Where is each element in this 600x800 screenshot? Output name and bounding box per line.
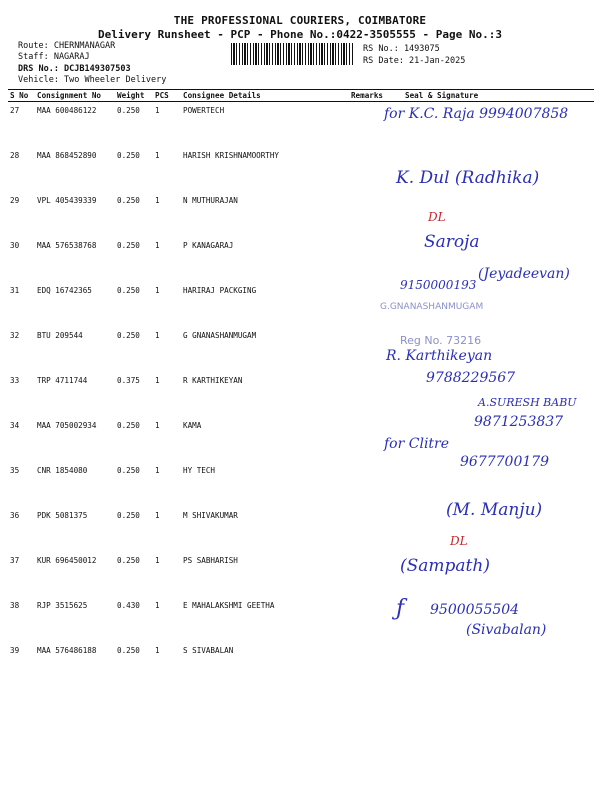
- cell-remarks: [335, 327, 385, 372]
- cell-sno: 33: [10, 376, 20, 385]
- cell-consignment: MAA 705002934: [37, 421, 97, 430]
- cell-sno: 39: [10, 646, 20, 655]
- signature-row-35-phone: 9677700179: [460, 454, 550, 470]
- drs-number: DRS No.: DCJB149307503: [18, 64, 131, 74]
- table-row: [8, 552, 594, 597]
- table-row: [8, 282, 594, 327]
- cell-signature: [385, 642, 594, 687]
- cell-signature: [385, 192, 594, 237]
- cell-weight: 0.250: [117, 241, 140, 250]
- cell-sno: 34: [10, 421, 20, 430]
- signature-row-33-phone: 9788229567: [426, 370, 516, 386]
- cell-sno: 29: [10, 196, 20, 205]
- cell-remarks: [335, 507, 385, 552]
- cell-remarks: [335, 237, 385, 282]
- cell-remarks: [335, 282, 385, 327]
- col-header-consignee: Consignee Details: [181, 90, 335, 102]
- cell-consignment: MAA 576486188: [37, 646, 97, 655]
- company-stamp-line2: Reg No. 73216: [400, 334, 482, 347]
- cell-consignee: HARISH KRISHNAMOORTHY: [183, 151, 280, 160]
- rs-number: RS No.: 1493075: [363, 44, 440, 54]
- cell-weight: 0.430: [117, 601, 140, 610]
- cell-weight: 0.250: [117, 286, 140, 295]
- cell-pcs: 1: [155, 421, 160, 430]
- cell-consignee: M SHIVAKUMAR: [183, 511, 238, 520]
- signature-row-31-phone: 9150000193: [400, 278, 477, 292]
- cell-weight: 0.250: [117, 421, 140, 430]
- cell-remarks: [335, 147, 385, 192]
- cell-remarks: [335, 417, 385, 462]
- cell-sno: 37: [10, 556, 20, 565]
- cell-pcs: 1: [155, 646, 160, 655]
- col-header-weight: Weight: [115, 90, 153, 102]
- cell-pcs: 1: [155, 601, 160, 610]
- signature-row-31-name: (Jeyadeevan): [478, 266, 570, 282]
- signature-row-33-name: R. Karthikeyan: [386, 348, 493, 364]
- cell-remarks: [335, 597, 385, 642]
- cell-consignee: POWERTECH: [183, 106, 225, 115]
- cell-weight: 0.250: [117, 106, 140, 115]
- table-row: [8, 192, 594, 237]
- signature-row-39-phone: 9500055504: [430, 602, 520, 618]
- cell-weight: 0.250: [117, 331, 140, 340]
- cell-weight: 0.250: [117, 511, 140, 520]
- cell-consignment: MAA 576538768: [37, 241, 97, 250]
- vehicle-label: Vehicle: Two Wheeler Delivery: [18, 75, 167, 85]
- cell-weight: 0.250: [117, 646, 140, 655]
- col-header-sno: S No: [8, 90, 35, 102]
- cell-remarks: [335, 372, 385, 417]
- cell-sno: 32: [10, 331, 20, 340]
- cell-consignee: S SIVABALAN: [183, 646, 234, 655]
- cell-pcs: 1: [155, 151, 160, 160]
- cell-consignment: EDQ 16742365: [37, 286, 92, 295]
- cell-pcs: 1: [155, 106, 160, 115]
- signature-row-34-name: A.SURESH BABU: [478, 396, 577, 409]
- cell-remarks: [335, 102, 385, 148]
- signature-row-34-phone: 9871253837: [474, 414, 564, 430]
- cell-consignment: VPL 405439339: [37, 196, 97, 205]
- barcode-image: [231, 43, 354, 65]
- cell-pcs: 1: [155, 376, 160, 385]
- cell-sno: 30: [10, 241, 20, 250]
- delivered-mark: DL: [450, 534, 468, 548]
- col-header-remarks: Remarks: [335, 90, 385, 102]
- signature-row-30: Saroja: [424, 232, 480, 252]
- cell-pcs: 1: [155, 556, 160, 565]
- cell-remarks: [335, 552, 385, 597]
- signature-row-38: (Sampath): [400, 556, 490, 576]
- cell-weight: 0.375: [117, 376, 140, 385]
- cell-weight: 0.250: [117, 151, 140, 160]
- signature-row-39-name: (Sivabalan): [466, 622, 547, 638]
- initial-mark-icon: ƒ: [396, 596, 405, 621]
- col-header-pcs: PCS: [153, 90, 181, 102]
- cell-pcs: 1: [155, 331, 160, 340]
- table-row: [8, 642, 594, 687]
- cell-consignment: CNR 1854080: [37, 466, 88, 475]
- col-header-signature: Seal & Signature: [385, 90, 594, 102]
- rs-date: RS Date: 21-Jan-2025: [363, 56, 466, 66]
- staff-label: Staff: NAGARAJ: [18, 52, 90, 62]
- cell-sno: 27: [10, 106, 20, 115]
- cell-consignment: TRP 4711744: [37, 376, 88, 385]
- document-title: THE PROFESSIONAL COURIERS, COIMBATORE: [173, 14, 427, 27]
- cell-remarks: [335, 192, 385, 237]
- route-label: Route: CHERNMANAGAR: [18, 41, 116, 51]
- cell-consignment: RJP 3515625: [37, 601, 88, 610]
- cell-pcs: 1: [155, 196, 160, 205]
- cell-consignment: MAA 868452890: [37, 151, 97, 160]
- cell-consignee: R KARTHIKEYAN: [183, 376, 243, 385]
- cell-consignee: KAMA: [183, 421, 202, 430]
- signature-row-35-name: for Clitre: [384, 436, 450, 452]
- cell-consignee: P KANAGARAJ: [183, 241, 234, 250]
- cell-consignee: E MAHALAKSHMI GEETHA: [183, 601, 275, 610]
- cell-consignment: KUR 696450012: [37, 556, 97, 565]
- cell-pcs: 1: [155, 286, 160, 295]
- delivered-mark: DL: [428, 210, 446, 224]
- cell-consignee: HARIRAJ PACKGING: [183, 286, 257, 295]
- document-subtitle: Delivery Runsheet - PCP - Phone No.:0422-3505555 - Page No.:3: [98, 28, 502, 41]
- cell-pcs: 1: [155, 511, 160, 520]
- cell-weight: 0.250: [117, 556, 140, 565]
- cell-consignment: MAA 600486122: [37, 106, 97, 115]
- cell-weight: 0.250: [117, 466, 140, 475]
- cell-weight: 0.250: [117, 196, 140, 205]
- cell-sno: 28: [10, 151, 20, 160]
- cell-sno: 36: [10, 511, 20, 520]
- cell-remarks: [335, 642, 385, 687]
- col-header-consignment: Consignment No: [35, 90, 115, 102]
- cell-sno: 31: [10, 286, 20, 295]
- cell-consignment: PDK 5081375: [37, 511, 88, 520]
- table-header-row: [8, 90, 594, 102]
- signature-row-28: K. Dul (Radhika): [396, 168, 540, 188]
- signature-row-27: for K.C. Raja 9994007858: [384, 106, 569, 122]
- cell-consignee: PS SABHARISH: [183, 556, 238, 565]
- cell-consignee: N MUTHURAJAN: [183, 196, 238, 205]
- signature-row-37: (M. Manju): [446, 500, 543, 520]
- company-stamp-line1: G.GNANASHANMUGAM: [380, 302, 484, 312]
- cell-sno: 35: [10, 466, 20, 475]
- cell-remarks: [335, 462, 385, 507]
- cell-pcs: 1: [155, 466, 160, 475]
- cell-sno: 38: [10, 601, 20, 610]
- cell-pcs: 1: [155, 241, 160, 250]
- cell-consignee: HY TECH: [183, 466, 216, 475]
- cell-consignment: BTU 209544: [37, 331, 83, 340]
- table-row: [8, 327, 594, 372]
- cell-consignee: G GNANASHANMUGAM: [183, 331, 257, 340]
